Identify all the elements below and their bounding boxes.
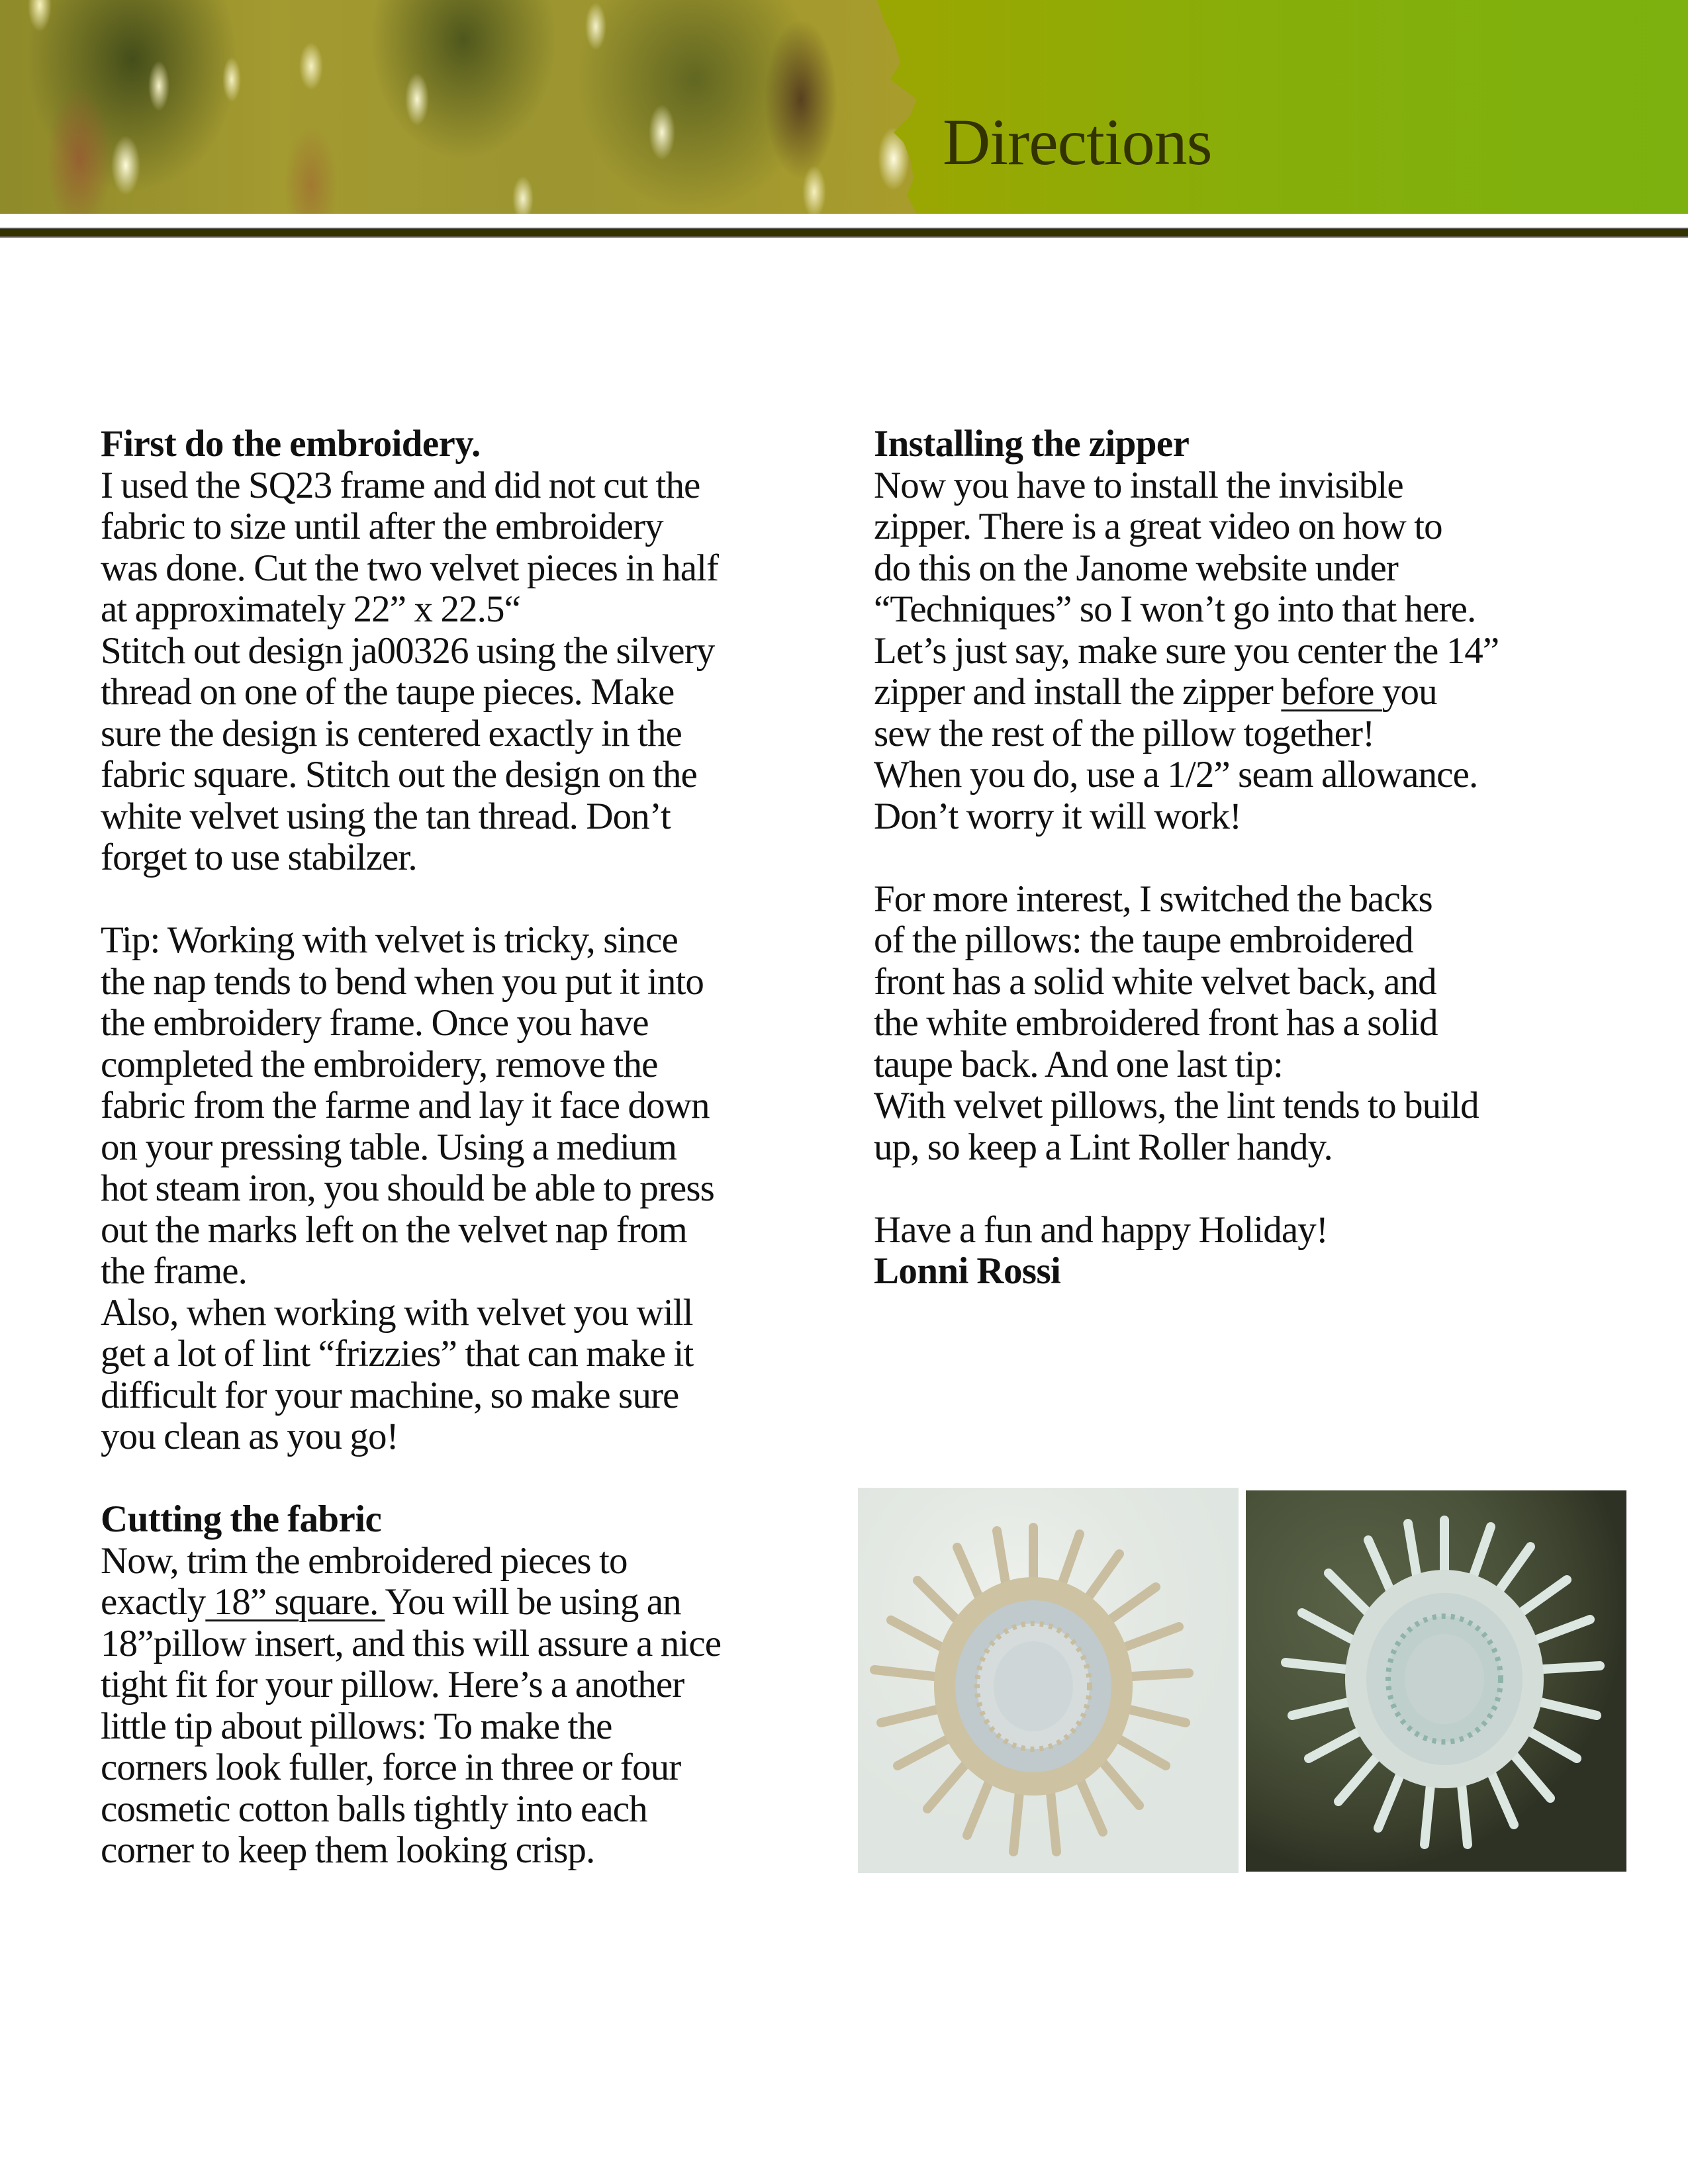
body-line: I used the SQ23 frame and did not cut the	[101, 464, 700, 506]
body-line: forget to use stabilzer.	[101, 837, 417, 878]
underlined-text: 18” square.	[205, 1581, 385, 1623]
body-line: difficult for your machine, so make sure	[101, 1374, 679, 1416]
page-title: Directions	[943, 105, 1212, 179]
body-line: Tip: Working with velvet is tricky, since	[101, 919, 678, 961]
body-line: the frame.	[101, 1250, 248, 1292]
underlined-text: before	[1281, 671, 1382, 713]
body-line: fabric from the farme and lay it face down	[101, 1085, 710, 1126]
section-velvet-tip	[101, 920, 849, 1499]
body-line: little tip about pillows: To make the	[101, 1705, 612, 1747]
body-line: of the pillows: the taupe embroidered	[874, 919, 1413, 961]
body-line: thread on one of the taupe pieces. Make	[101, 671, 675, 713]
body-line: With velvet pillows, the lint tends to build	[874, 1085, 1479, 1126]
body-line: cosmetic cotton balls tightly into each	[101, 1788, 647, 1830]
body-line: do this on the Janome website under	[874, 547, 1399, 589]
body-line: Stitch out design ja00326 using the silvery	[101, 629, 715, 672]
christmas-tree-photo	[0, 0, 920, 214]
text-run: exactly	[101, 1581, 206, 1623]
photo-white-pillow-embroidery	[858, 1488, 1239, 1873]
body-line: Now you have to install the invisible	[874, 464, 1403, 506]
section-switched-backs	[874, 879, 1622, 1210]
section-heading: Cutting the fabric	[101, 1498, 382, 1540]
body-line: white velvet using the tan thread. Don’t	[101, 795, 671, 837]
blank-line	[874, 837, 1622, 879]
blank-line	[101, 879, 849, 921]
body-line: Let’s just say, make sure you center the 14”	[874, 629, 1499, 672]
text-run: You will be using an	[385, 1581, 681, 1623]
body-line: you clean as you go!	[101, 1416, 399, 1457]
body-line: front has a solid white velvet back, and	[874, 960, 1436, 1003]
body-line: fabric square. Stitch out the design on the	[101, 754, 697, 796]
body-line: Now, trim the embroidered pieces to	[101, 1539, 628, 1582]
body-line: For more interest, I switched the backs	[874, 878, 1432, 920]
section-heading: Installing the zipper	[874, 423, 1190, 465]
body-line: sure the design is centered exactly in the	[101, 712, 682, 754]
section-installing-zipper	[874, 424, 1622, 879]
header-banner	[0, 0, 1688, 214]
body-line	[101, 1582, 849, 1623]
body-line: hot steam iron, you should be able to press	[101, 1167, 714, 1209]
body-line: 18”pillow insert, and this will assure a nice	[101, 1622, 722, 1664]
blank-line	[874, 1168, 1622, 1210]
body-line: on your pressing table. Using a medium	[101, 1126, 677, 1168]
left-column	[101, 424, 849, 1872]
body-line: the nap tends to bend when you put it into	[101, 960, 704, 1003]
photo-taupe-pillow-embroidery	[1246, 1490, 1626, 1872]
body-line: the embroidery frame. Once you have	[101, 1002, 649, 1044]
body-line: Also, when working with velvet you will	[101, 1291, 693, 1334]
body-line: tight fit for your pillow. Here’s a another	[101, 1664, 684, 1706]
section-closing	[874, 1210, 1622, 1293]
body-line	[874, 672, 1622, 713]
section-heading: First do the embroidery.	[101, 423, 481, 465]
body-line: get a lot of lint “frizzies” that can make it	[101, 1333, 694, 1375]
body-line: out the marks left on the velvet nap from	[101, 1208, 687, 1251]
right-column	[874, 424, 1622, 1293]
sunburst-embroidery-icon	[1246, 1490, 1626, 1872]
author-signature: Lonni Rossi	[874, 1250, 1061, 1292]
text-run: zipper and install the zipper	[874, 671, 1282, 713]
body-line: completed the embroidery, remove the	[101, 1043, 658, 1085]
text-run: you	[1382, 671, 1437, 713]
body-line: corner to keep them looking crisp.	[101, 1829, 595, 1871]
body-line: was done. Cut the two velvet pieces in half	[101, 547, 719, 589]
body-line: Don’t worry it will work!	[874, 795, 1242, 837]
body-line: the white embroidered front has a solid	[874, 1002, 1438, 1044]
body-line: up, so keep a Lint Roller handy.	[874, 1126, 1333, 1168]
body-line: sew the rest of the pillow together!	[874, 712, 1375, 754]
closing-line: Have a fun and happy Holiday!	[874, 1208, 1328, 1251]
body-line: taupe back. And one last tip:	[874, 1043, 1283, 1085]
body-line: zipper. There is a great video on how to	[874, 506, 1442, 547]
body-line: fabric to size until after the embroidery	[101, 506, 663, 547]
body-line: corners look fuller, force in three or four	[101, 1747, 681, 1788]
blank-line	[101, 1458, 849, 1500]
sunburst-embroidery-icon	[858, 1488, 1239, 1873]
body-line: “Techniques” so I won’t go into that here.	[874, 588, 1476, 630]
header-divider	[0, 228, 1688, 238]
section-cutting-fabric	[101, 1499, 849, 1872]
section-first-do-embroidery	[101, 424, 849, 920]
body-line: When you do, use a 1/2” seam allowance.	[874, 754, 1478, 796]
body-line: at approximately 22” x 22.5“	[101, 588, 521, 630]
